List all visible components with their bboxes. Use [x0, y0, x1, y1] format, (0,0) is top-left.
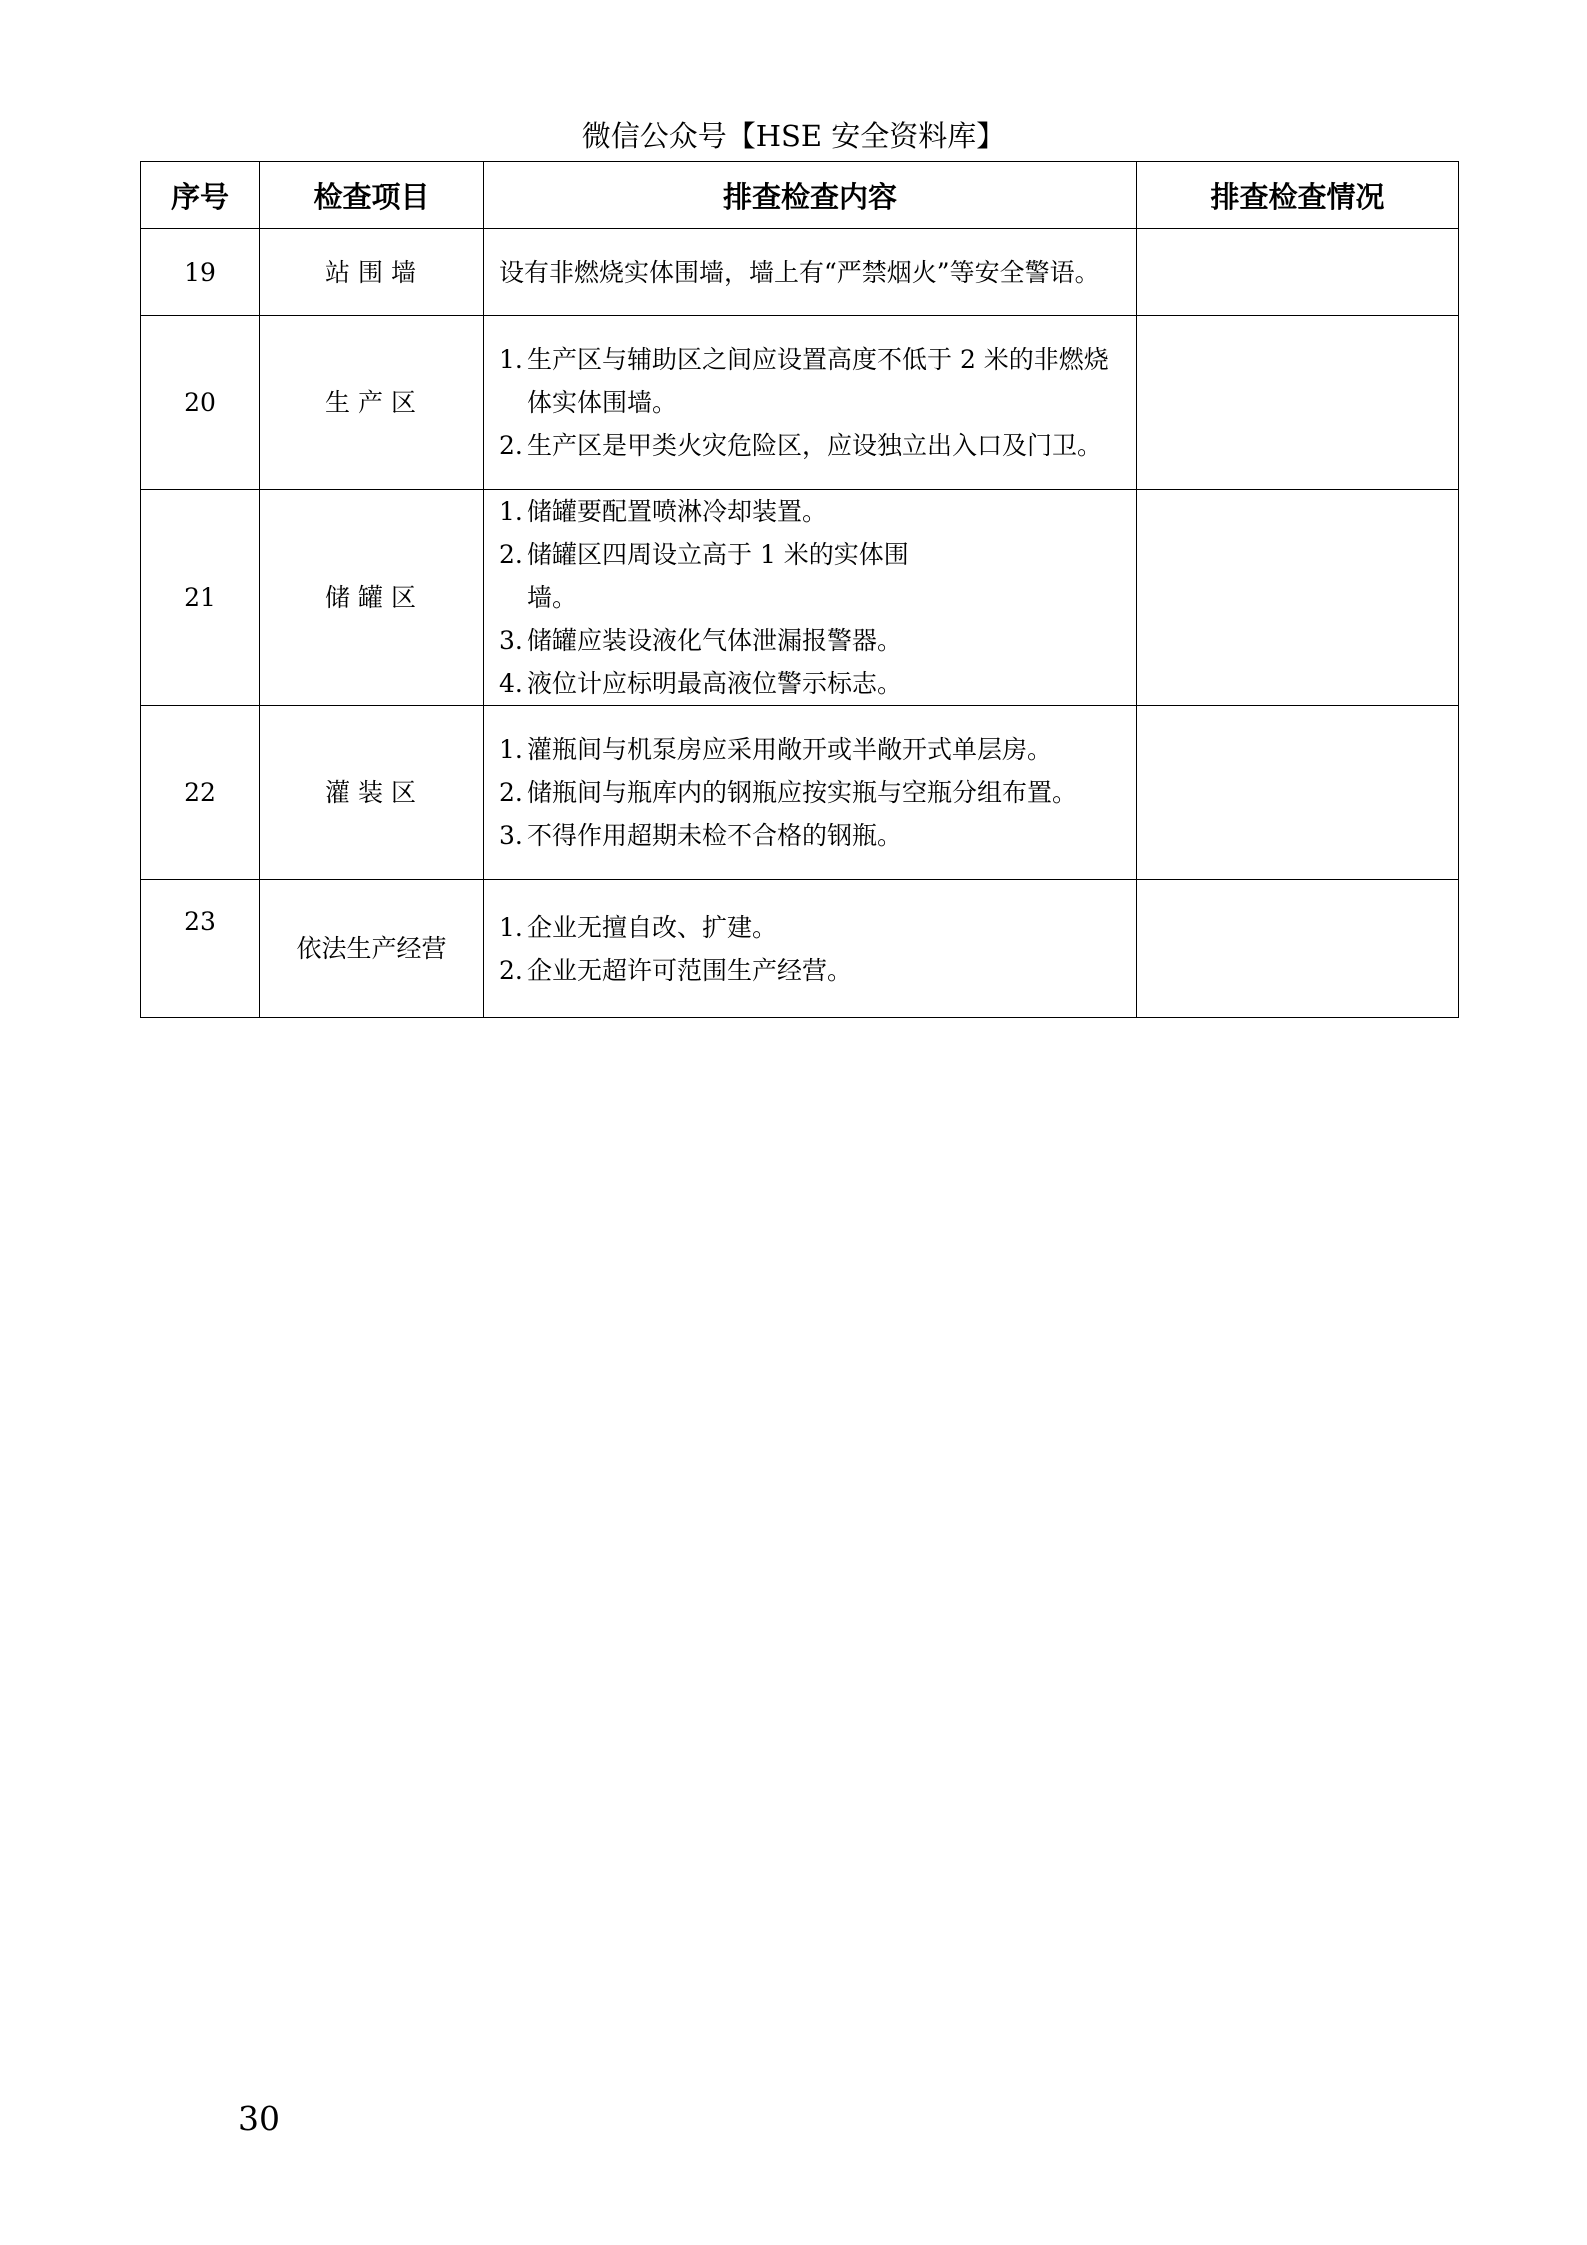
table-row	[141, 229, 1459, 316]
check-item: 依法生产经营	[260, 880, 484, 1018]
content-list-item: 2. 生产区是甲类火灾危险区，应设独立出入口及门卫。	[499, 431, 1103, 460]
check-content	[484, 880, 1137, 1018]
page-number: 30	[238, 2099, 280, 2138]
inspection-table	[140, 161, 1459, 1018]
table-row	[141, 880, 1459, 1018]
check-status	[1137, 229, 1459, 316]
content-list-item: 1. 企业无擅自改、扩建。	[499, 912, 778, 942]
check-status	[1137, 316, 1459, 490]
check-item: 储罐区	[260, 490, 484, 706]
table-row	[141, 316, 1459, 490]
content-list	[499, 728, 1124, 857]
column-header-item: 检查项目	[260, 162, 484, 229]
check-item: 站围墙	[260, 229, 484, 316]
content-list-item: 2. 储罐区四周设立高于 1 米的实体围墙。	[499, 540, 909, 612]
row-number: 21	[141, 490, 260, 706]
check-status	[1137, 490, 1459, 706]
table-row	[141, 706, 1459, 880]
row-number: 20	[141, 316, 260, 490]
content-list-item: 2. 企业无超许可范围生产经营。	[499, 955, 853, 985]
check-status	[1137, 880, 1459, 1018]
check-item: 灌装区	[260, 706, 484, 880]
row-number: 22	[141, 706, 260, 880]
content-list	[499, 906, 1124, 992]
column-header-no: 序号	[141, 162, 260, 229]
page-header-title: 微信公众号【HSE 安全资料库】	[581, 119, 1006, 153]
column-header-content: 排查检查内容	[484, 162, 1137, 229]
table-header-row	[141, 162, 1459, 229]
content-list	[499, 338, 1124, 467]
check-content	[484, 706, 1137, 880]
check-status	[1137, 706, 1459, 880]
content-list-item: 2. 储瓶间与瓶库内的钢瓶应按实瓶与空瓶分组布置。	[499, 778, 1078, 807]
content-list-item: 4. 液位计应标明最高液位警示标志。	[499, 669, 903, 698]
content-text: 设有非燃烧实体围墙，墙上有“严禁烟火”等安全警语。	[499, 257, 1100, 287]
row-number: 19	[141, 229, 260, 316]
content-list-item: 3. 不得作用超期未检不合格的钢瓶。	[499, 821, 903, 850]
check-content	[484, 490, 1137, 706]
check-content	[484, 229, 1137, 316]
content-list-item: 1. 灌瓶间与机泵房应采用敞开或半敞开式单层房。	[499, 735, 1053, 764]
check-item: 生产区	[260, 316, 484, 490]
content-list-item: 1. 生产区与辅助区之间应设置高度不低于 2 米的非燃烧体实体围墙。	[499, 345, 1109, 417]
check-content	[484, 316, 1137, 490]
content-list-item: 1. 储罐要配置喷淋冷却装置。	[499, 497, 828, 526]
content-list-item: 3. 储罐应装设液化气体泄漏报警器。	[499, 626, 903, 655]
row-number: 23	[141, 880, 260, 1018]
content-list	[499, 490, 1124, 705]
column-header-status: 排查检查情况	[1137, 162, 1459, 229]
table-row	[141, 490, 1459, 706]
